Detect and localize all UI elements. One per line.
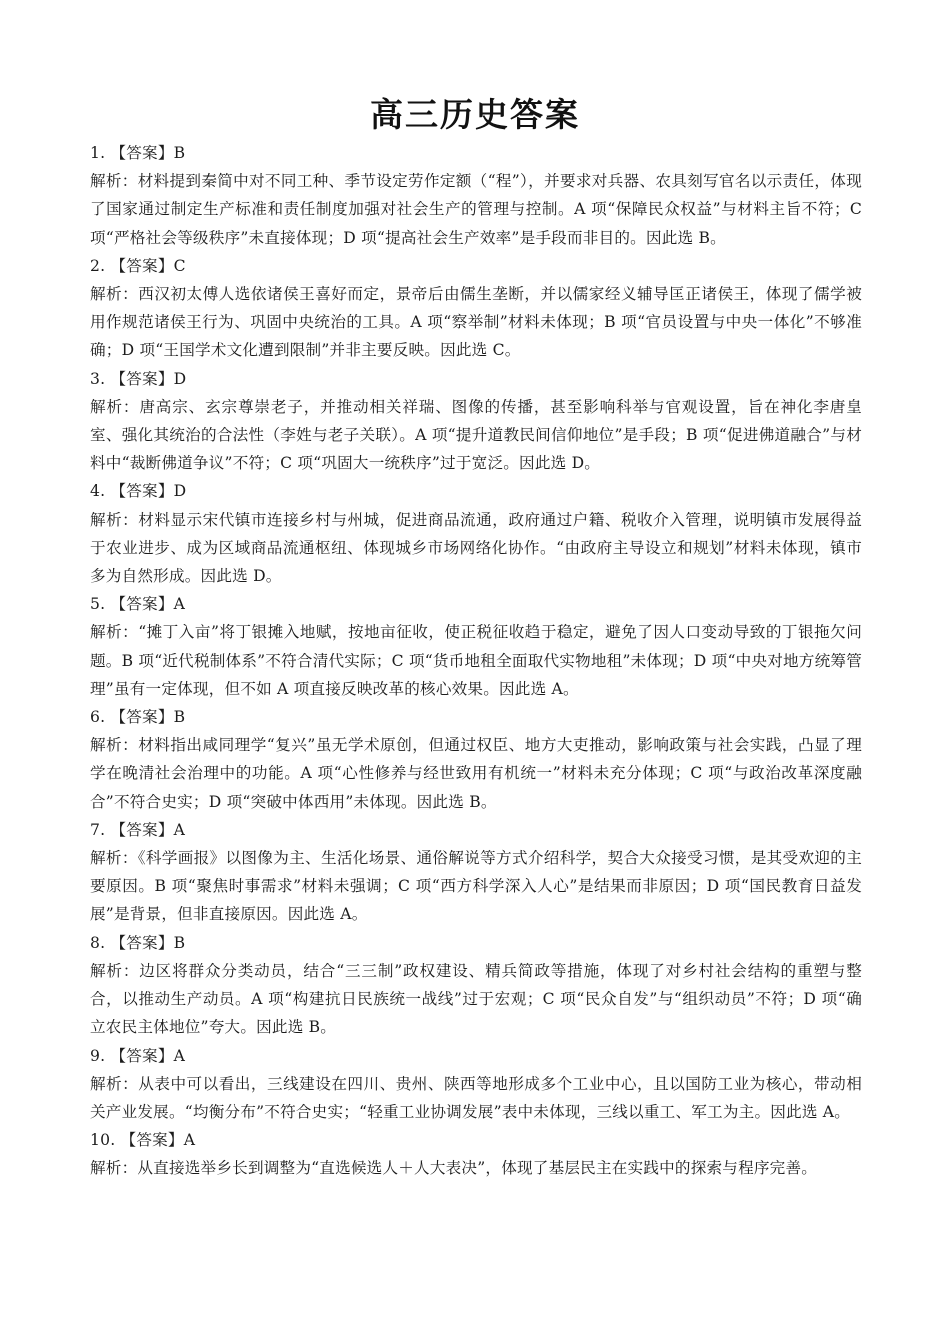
- answer-heading: 6. 【答案】B: [90, 708, 186, 727]
- answer-explanation: 解析：西汉初太傅人选依诸侯王喜好而定，景帝后由儒生垄断，并以儒家经义辅导匡正诸侯王，体现了儒学被用作规范诸侯王行为、巩固中央统治的工具。A 项“察举制”材料未体现；B 项“官员设置与中央一体化”不够准确；D 项“王国学术文化遭到限制”并非主要反映。因此选 C。: [90, 285, 862, 360]
- answer-item-5: [90, 590, 862, 703]
- answer-heading: 7. 【答案】A: [90, 820, 186, 839]
- answer-item-10: [90, 1126, 862, 1182]
- answer-item-9: [90, 1042, 862, 1127]
- answer-explanation: 解析：材料提到秦简中对不同工种、季节设定劳作定额（“程”），并要求对兵器、农具刻写官名以示责任，体现了国家通过制定生产标准和责任制度加强对社会生产的管理与控制。A 项“保障民众权益”与材料主旨不符；C 项“严格社会等级秩序”未直接体现；D 项“提高社会生产效率”是手段而非目的。因此选 B。: [90, 172, 862, 247]
- answer-heading: 10. 【答案】A: [90, 1131, 196, 1150]
- answer-item-6: [90, 703, 862, 816]
- answer-item-1: [90, 139, 862, 252]
- answer-heading: 2. 【答案】C: [90, 256, 186, 275]
- answer-explanation: 解析：唐高宗、玄宗尊崇老子，并推动相关祥瑞、图像的传播，甚至影响科举与官观设置，旨在神化李唐皇室、强化其统治的合法性（李姓与老子关联）。A 项“提升道教民间信仰地位”是手段；B 项“促进佛道融合”与材料中“裁断佛道争议”不符；C 项“巩固大一统秩序”过于宽泛。因此选 D。: [90, 397, 862, 473]
- answer-heading: 8. 【答案】B: [90, 933, 186, 952]
- answer-item-2: [90, 252, 862, 365]
- answer-heading: 3. 【答案】D: [90, 369, 187, 388]
- answer-explanation: 解析：《科学画报》以图像为主、生活化场景、通俗解说等方式介绍科学，契合大众接受习惯，是其受欢迎的主要原因。B 项“聚焦时事需求”材料未强调；C 项“西方科学深入人心”是结果而非原因；D 项“国民教育日益发展”是背景，但非直接原因。因此选 A。: [90, 849, 862, 924]
- answer-heading: 5. 【答案】A: [90, 595, 186, 614]
- answer-heading: 4. 【答案】D: [90, 482, 187, 501]
- answer-item-7: [90, 816, 862, 929]
- answer-explanation: 解析：材料显示宋代镇市连接乡村与州城，促进商品流通，政府通过户籍、税收介入管理，说明镇市发展得益于农业进步、成为区域商品流通枢纽、体现城乡市场网络化协作。“由政府主导设立和规划”材料未体现，镇市多为自然形成。因此选 D。: [90, 510, 862, 586]
- answer-heading: 9. 【答案】A: [90, 1046, 186, 1065]
- answer-explanation: 解析：边区将群众分类动员，结合“三三制”政权建设、精兵简政等措施，体现了对乡村社会结构的重塑与整合，以推动生产动员。A 项“构建抗日民族统一战线”过于宏观；C 项“民众自发”与“组织动员”不符；D 项“确立农民主体地位”夸大。因此选 B。: [90, 961, 862, 1037]
- answer-list: [90, 139, 862, 1183]
- answer-explanation: 解析：从直接选举乡长到调整为“直选候选人＋人大表决”，体现了基层民主在实践中的探索与程序完善。: [90, 1159, 818, 1178]
- answer-item-8: [90, 929, 862, 1042]
- answer-heading: 1. 【答案】B: [90, 144, 186, 162]
- answer-explanation: 解析：材料指出咸同理学“复兴”虽无学术原创，但通过权臣、地方大吏推动，影响政策与社会实践，凸显了理学在晚清社会治理中的功能。A 项“心性修养与经世致用有机统一”材料未充分体现；C 项“与政治改革深度融合”不符合史实；D 项“突破中体西用”未体现。因此选 B。: [90, 736, 862, 811]
- answer-item-3: [90, 365, 862, 478]
- answer-explanation: 解析：从表中可以看出，三线建设在四川、贵州、陕西等地形成多个工业中心，且以国防工业为核心，带动相关产业发展。“均衡分布”不符合史实；“轻重工业协调发展”表中未体现，三线以重工、军工为主。因此选 A。: [90, 1074, 862, 1121]
- answer-explanation: 解析：“摊丁入亩”将丁银摊入地赋，按地亩征收，使正税征收趋于稳定，避免了因人口变动导致的丁银拖欠问题。B 项“近代税制体系”不符合清代实际；C 项“货币地租全面取代实物地租”未体现；D 项“中央对地方统筹管理”虽有一定体现，但不如 A 项直接反映改革的核心效果。因此选 A。: [90, 623, 862, 698]
- answer-item-4: [90, 477, 862, 590]
- page-title: 高三历史答案: [370, 95, 580, 134]
